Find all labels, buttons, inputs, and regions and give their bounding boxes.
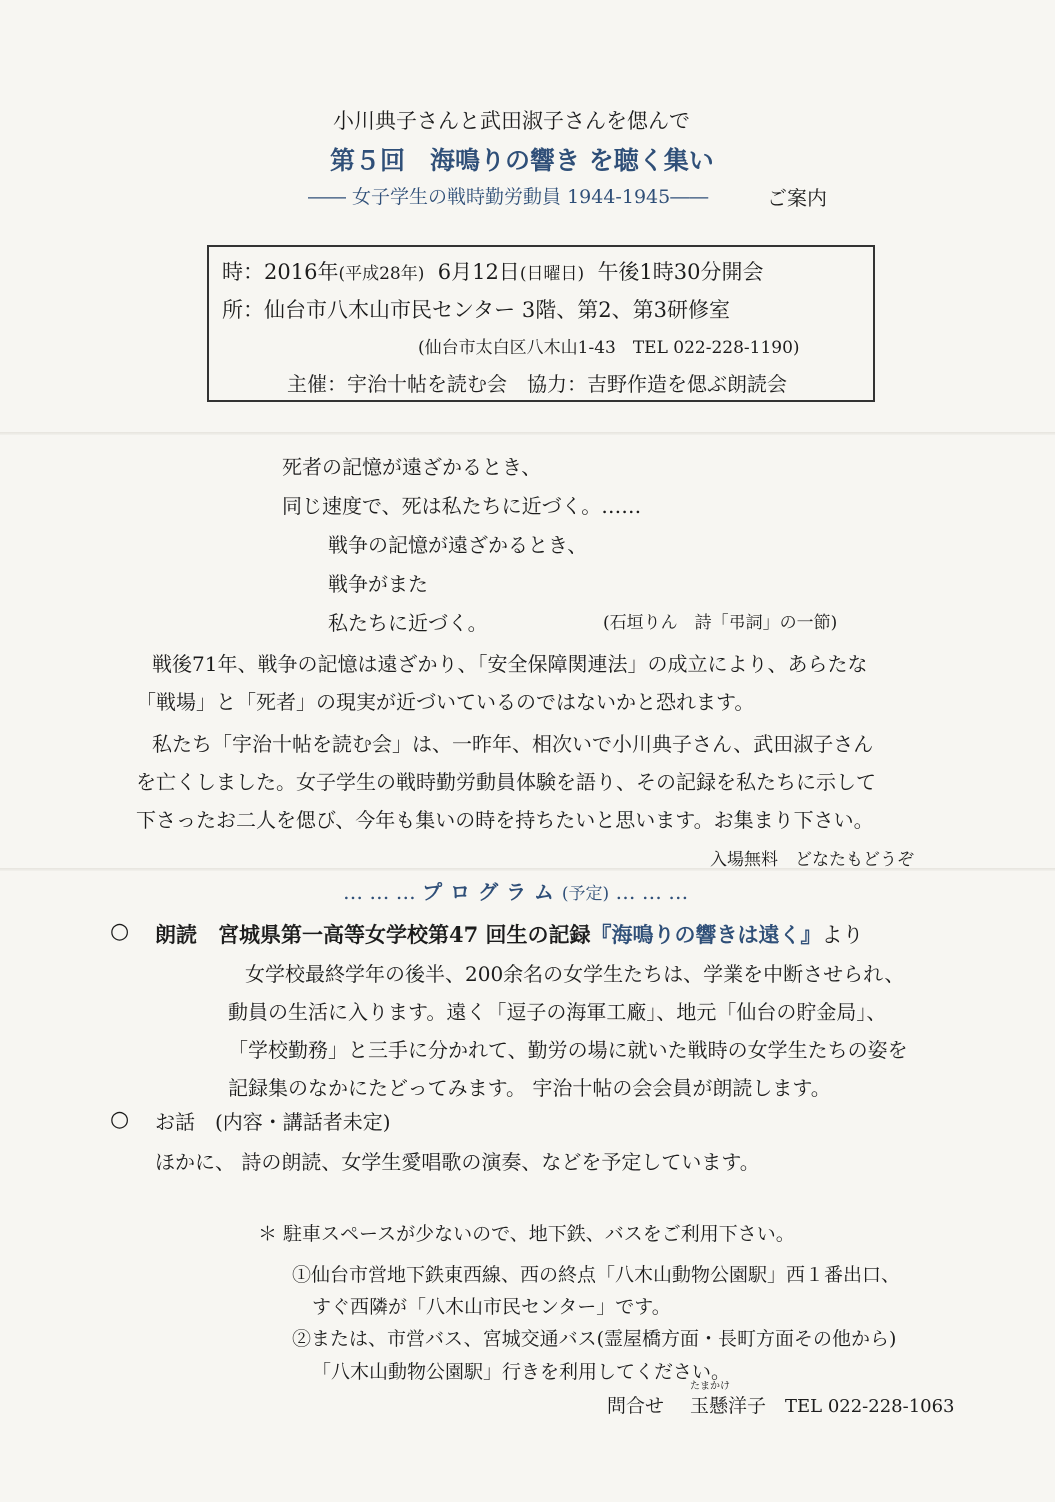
place-value: 仙台市八木山市民センター xyxy=(264,298,516,322)
heading-dots: … … … xyxy=(343,880,416,904)
heading-dots: … … … xyxy=(615,880,689,904)
era-value: (平成28年) xyxy=(338,264,425,284)
poem-line: 戦争の記憶が遠ざかるとき、 xyxy=(328,533,588,557)
program-title: プログラム xyxy=(422,880,562,904)
contact-name: 玉懸洋子 xyxy=(690,1395,767,1417)
route-subway: ①仙台市営地下鉄東西線、西の終点「八木山動物公園駅」西１番出口、 xyxy=(292,1264,901,1286)
poem-line: 私たちに近づく。 xyxy=(328,611,488,635)
route-subway: すぐ西隣が「八木山市民センター」です。 xyxy=(312,1296,671,1318)
program-desc: ほかに、 詩の朗読、女学生愛唱歌の演奏、などを予定しています。 xyxy=(155,1150,760,1174)
fold-line xyxy=(0,432,1055,435)
body-text: を亡くしました。女子学生の戦時勤労動員体験を語り、その記録を私たちに示して xyxy=(136,770,876,794)
date-line xyxy=(222,260,764,285)
program-desc: 女学校最終学年の後半、200余名の女学生たちは、学業を中断させられ、 xyxy=(245,962,905,986)
reading-title: 朗読 宮城県第一高等女学校第47 回生の記録 xyxy=(155,922,591,947)
body-text: 私たち「宇治十帖を読む会」は、一昨年、相次いで小川典子さん、武田淑子さん xyxy=(152,732,874,756)
event-theme: ―― 女子学生の戦時勤労動員 1944-1945―― xyxy=(308,186,709,208)
poem-line: 同じ速度で、死は私たちに近づく。…… xyxy=(282,494,642,518)
poem-line: 戦争がまた xyxy=(328,572,428,596)
bullet-icon: ○ xyxy=(110,919,130,944)
program-desc: 記録集のなかにたどってみます。 宇治十帖の会会員が朗読します。 xyxy=(228,1076,831,1100)
body-text: 「戦場」と「死者」の現実が近づいているのではないかと恐れます。 xyxy=(136,690,755,714)
body-text: 戦後71年、戦争の記憶は遠ざかり、「安全保障関連法」の成立により、あらたな xyxy=(152,652,868,676)
place-line xyxy=(222,298,730,323)
date-label: 時： xyxy=(222,260,264,284)
bullet-icon: ○ xyxy=(110,1107,130,1132)
program-desc: 動員の生活に入ります。遠く「逗子の海軍工廠」、地元「仙台の貯金局」、 xyxy=(228,1000,887,1024)
admission-note: 入場無料 どなたもどうぞ xyxy=(710,850,914,870)
event-title: 第５回 海鳴りの響き を聴く集い xyxy=(330,146,714,175)
program-item-reading xyxy=(155,922,864,948)
weekday-value: (日曜日) xyxy=(519,264,585,284)
program-desc: 「学校勤務」と三手に分かれて、勤労の場に就いた戦時の女学生たちの姿を xyxy=(228,1038,908,1062)
parking-note: ＊ 駐車スペースが少ないので、地下鉄、バスをご利用下さい。 xyxy=(258,1223,795,1245)
address-line: (仙台市太白区八木山1-43 TEL 022-228-1190) xyxy=(418,338,800,358)
program-heading xyxy=(343,880,688,904)
time-value: 午後1時30分開会 xyxy=(597,260,764,284)
contact-ruby: たまかけ xyxy=(690,1381,730,1392)
memorial-subtitle: 小川典子さんと武田淑子さんを偲んで xyxy=(333,109,690,133)
program-item-talk: お話 (内容・講話者未定) xyxy=(155,1110,391,1134)
invitation-label: ご案内 xyxy=(767,186,827,210)
poem-line: 死者の記憶が遠ざかるとき、 xyxy=(282,455,542,479)
reading-suffix: より xyxy=(821,923,864,947)
contact-tel: TEL 022-228-1063 xyxy=(785,1396,955,1417)
route-bus: ②または、市営バス、宮城交通バス(霊屋橋方面・長町方面その他から) xyxy=(292,1328,897,1350)
program-note: (予定) xyxy=(561,884,610,904)
day-value: 6月12日 xyxy=(437,260,520,284)
body-text: 下さったお二人を偲び、今年も集いの時を持ちたいと思います。お集まり下さい。 xyxy=(136,808,874,832)
poem-source: (石垣りん 詩「弔詞」の一節) xyxy=(603,613,838,633)
route-bus: 「八木山動物公園駅」行きを利用してください。 xyxy=(312,1361,731,1383)
room-value: 3階、第2、第3研修室 xyxy=(521,298,730,322)
place-label: 所： xyxy=(222,298,264,322)
book-title: 『海鳴りの響きは遠く』 xyxy=(590,922,822,947)
organizer-line: 主催：宇治十帖を読む会 協力：吉野作造を偲ぶ朗読会 xyxy=(287,372,787,396)
contact-label: 問合せ xyxy=(607,1395,665,1417)
date-value: 2016年 xyxy=(264,260,339,284)
